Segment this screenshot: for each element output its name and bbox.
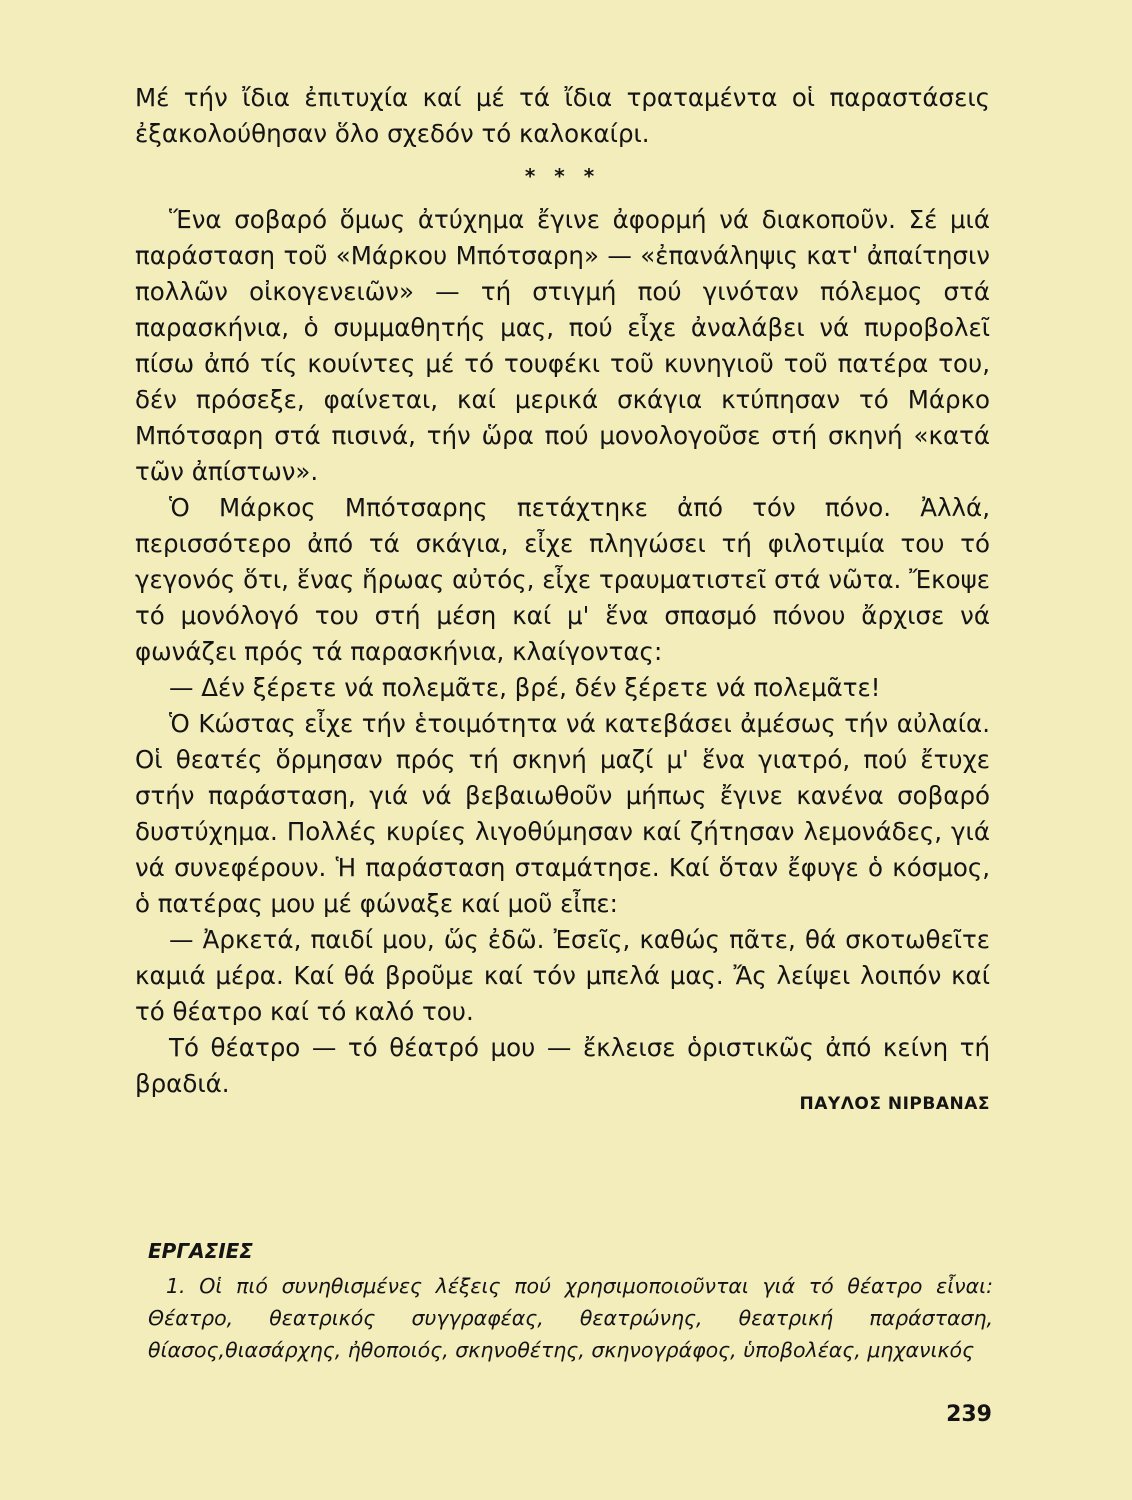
paragraph-3: Ὁ Μάρκος Μπότσαρης πετάχτηκε ἀπό τόν πόνο. Ἀλλά, περισσότερο ἀπό τά σκάγια, εἶχε πληγώσει τή φιλοτιμία του τό γεγονός ὅτι, ἕνας ἥρωας αὐτός, εἶχε τραυματιστεῖ στά νῶτα. Ἔκοψε τό μονόλογό του στή μέση καί μ' ἕνα σπασμό πόνου ἄρχισε νά φωνάζει πρός τά παρασκήνια, κλαίγοντας: bbox=[135, 493, 990, 666]
exercise-item-1: 1. Οἱ πιό συνηθισμένες λέξεις πού χρησιμοποιοῦνται γιά τό θέατρο εἶναι: Θέατρο, θεατρικός συγγραφέας, θεατρώνης, θεατρική παράσταση, θίασος,θιασάρχης, ἠθοποιός, σκηνοθέτης, σκηνογράφος, ὑποβολέας, μηχανικός bbox=[148, 1274, 993, 1362]
dialogue-line-2: — Ἀρκετά, παιδί μου, ὥς ἐδῶ. Ἐσεῖς, καθώς πᾶτε, θά σκοτωθεῖτε καμιά μέρα. Καί θά βροῦμε καί τόν μπελά μας. Ἄς λείψει λοιπόν καί τό θέατρο καί τό καλό του. bbox=[135, 925, 990, 1026]
paragraph-1: Μέ τήν ἴδια ἐπιτυχία καί μέ τά ἴδια τραταμέντα οἱ παραστάσεις ἐξακολούθησαν ὅλο σχεδόν τό καλοκαίρι. bbox=[135, 83, 990, 148]
paragraph-5: Ὁ Κώστας εἶχε τήν ἑτοιμότητα νά κατεβάσει ἀμέσως τήν αὐλαία. Οἱ θεατές ὅρμησαν πρός τή σκηνή μαζί μ' ἕνα γιατρό, πού ἔτυχε στήν παράσταση, γιά νά βεβαιωθοῦν μήπως ἔγινε κανένα σοβαρό δυστύχημα. Πολλές κυρίες λιγοθύμησαν καί ζήτησαν λεμονάδες, γιά νά συνεφέρουν. Ἡ παράσταση σταμάτησε. Καί ὅταν ἔφυγε ὁ κόσμος, ὁ πατέρας μου μέ φώναξε καί μοῦ εἶπε: bbox=[135, 709, 990, 918]
author-name: ΠΑΥΛΟΣ ΝΙΡΒΑΝΑΣ bbox=[799, 1094, 990, 1114]
exercises-title: ΕΡΓΑΣΙΕΣ bbox=[148, 1239, 253, 1263]
exercises-section bbox=[148, 1238, 993, 1366]
story-text bbox=[135, 80, 990, 1114]
page-number: 239 bbox=[946, 1402, 992, 1427]
section-separator: * * * bbox=[524, 164, 601, 188]
dialogue-line-1: — Δέν ξέρετε νά πολεμᾶτε, βρέ, δέν ξέρετε νά πολεμᾶτε! bbox=[169, 673, 881, 702]
paragraph-7: Τό θέατρο — τό θέατρό μου — ἔκλεισε ὁριστικῶς ἀπό κείνη τή βραδιά. bbox=[135, 1033, 990, 1098]
paragraph-2: Ἕνα σοβαρό ὅμως ἀτύχημα ἔγινε ἀφορμή νά διακοποῦν. Σέ μιά παράσταση τοῦ «Μάρκου Μπότσαρη» — «ἐπανάληψις κατ' ἀπαίτησιν πολλῶν οἰκογενειῶν» — τή στιγμή πού γινόταν πόλεμος στά παρασκήνια, ὁ συμμαθητής μας, πού εἶχε ἀναλάβει νά πυροβολεῖ πίσω ἀπό τίς κουίντες μέ τό τουφέκι τοῦ κυνηγιοῦ τοῦ πατέρα του, δέν πρόσεξε, φαίνεται, καί μερικά σκάγια κτύπησαν τό Μάρκο Μπότσαρη στά πισινά, τήν ὥρα πού μονολογοῦσε στή σκηνή «κατά τῶν ἀπίστων». bbox=[135, 205, 990, 486]
